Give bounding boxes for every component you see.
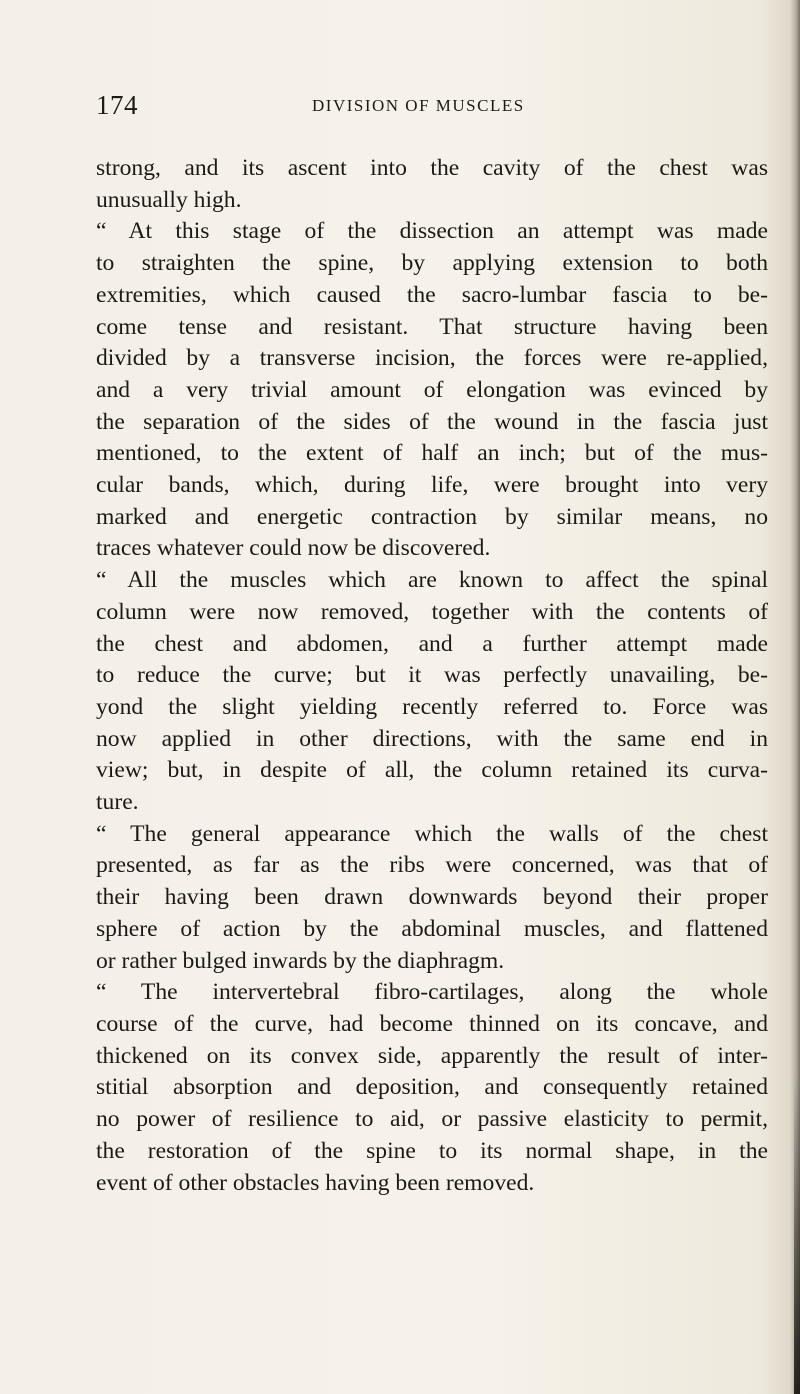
text-line: column were now removed, together with the contents of [96,598,768,625]
page-number: 174 [96,90,138,120]
text-line: come tense and resistant. That structure having been [96,313,768,340]
text-line: sphere of action by the abdominal muscles, and flattened [96,915,768,942]
text-line: view; but, in despite of all, the column retained its curva- [96,757,768,784]
text-line: to reduce the curve; but it was perfectly unavailing, be- [96,662,768,689]
text-line: or rather bulged inwards by the diaphragm. [96,947,505,974]
text-line: cular bands, which, during life, were brought into very [96,472,768,499]
text-line: the separation of the sides of the wound in the fascia just [96,408,768,435]
body-text [96,153,768,1199]
text-line: divided by a transverse incision, the forces were re-applied, [96,345,768,372]
text-line: the chest and abdomen, and a further attempt made [96,630,768,657]
text-line: to straighten the spine, by applying extension to both [96,250,768,277]
text-line: course of the curve, had become thinned on its concave, and [96,1010,768,1037]
page-edge-binding [794,1074,800,1394]
text-line: marked and energetic contraction by similar means, no [96,503,768,530]
running-title: DIVISION OF MUSCLES [312,96,525,115]
text-line: yond the slight yielding recently referred to. Force was [96,693,768,720]
text-line: no power of resilience to aid, or passive elasticity to permit, [96,1106,768,1133]
text-line: “ The intervertebral fibro-cartilages, along the whole [96,979,768,1006]
text-line: ture. [96,789,139,816]
text-line: stitial absorption and deposition, and consequently retained [96,1074,768,1101]
text-line: “ The general appearance which the walls of the chest [96,820,768,847]
text-line: event of other obstacles having been removed. [96,1169,535,1196]
text-line: extremities, which caused the sacro-lumbar fascia to be- [96,281,768,308]
text-line: thickened on its convex side, apparently the result of inter- [96,1042,768,1069]
text-line: “ At this stage of the dissection an attempt was made [96,218,768,245]
text-line: “ All the muscles which are known to affect the spinal [96,567,768,594]
text-line: their having been drawn downwards beyond their proper [96,884,768,911]
text-line: now applied in other directions, with the same end in [96,725,768,752]
text-line: traces whatever could now be discovered. [96,535,491,562]
text-line: presented, as far as the ribs were concerned, was that of [96,852,768,879]
running-head [96,90,776,130]
text-line: mentioned, to the extent of half an inch; but of the mus- [96,440,768,467]
text-line: the restoration of the spine to its normal shape, in the [96,1137,768,1164]
text-line: unusually high. [96,186,242,213]
text-line: and a very trivial amount of elongation was evinced by [96,376,768,403]
text-line: strong, and its ascent into the cavity of the chest was [96,155,768,181]
